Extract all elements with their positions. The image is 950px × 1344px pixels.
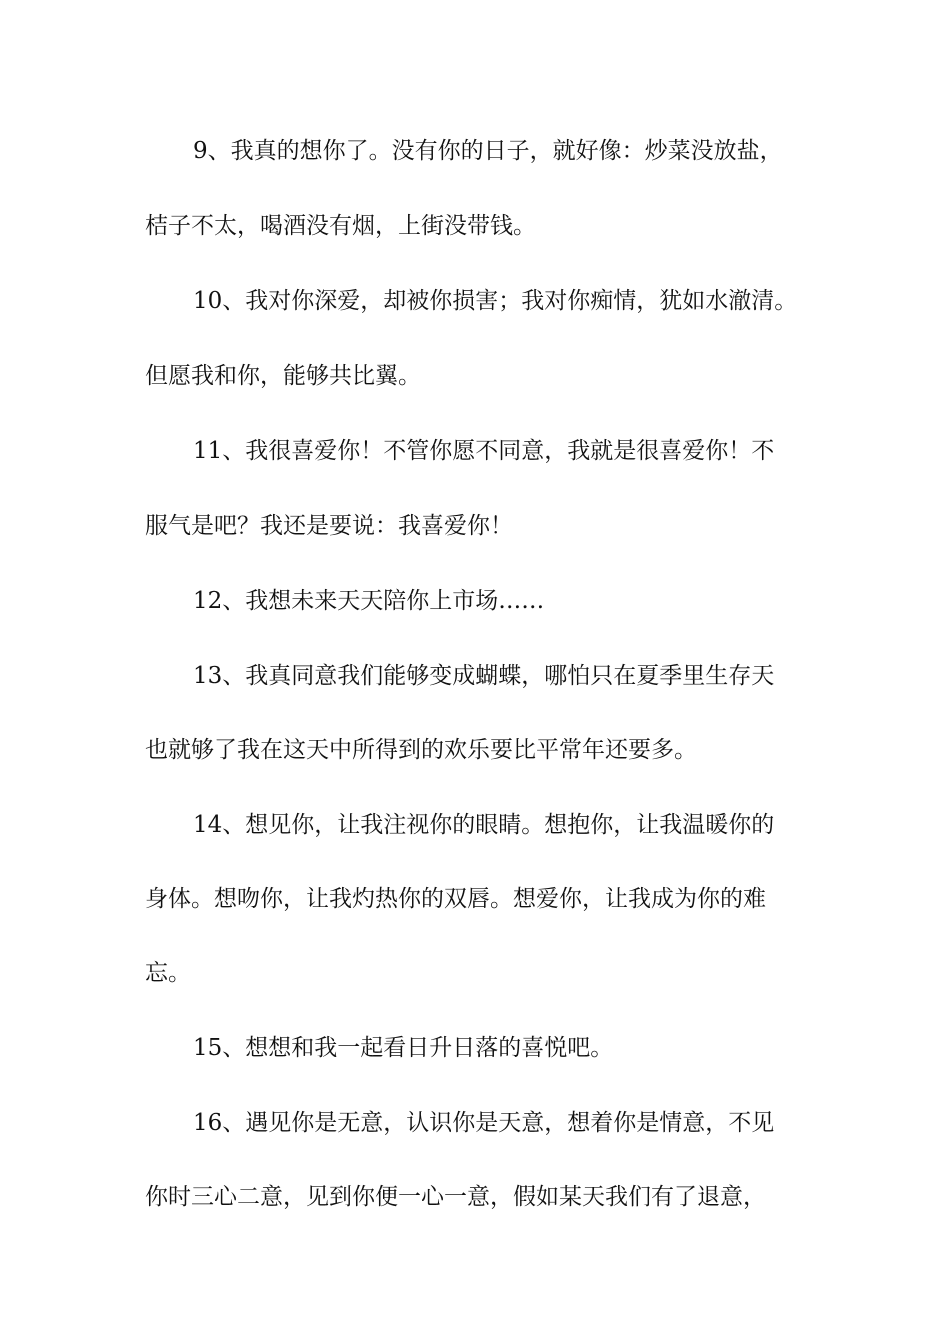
paragraph-9-line-2: 桔子不太，喝酒没有烟，上街没带钱。 [145,213,536,239]
paragraph-10-line-1: 10、我对你深爱，却被你损害；我对你痴情，犹如水澈清。 [193,288,798,314]
paragraph-13-line-1: 13、我真同意我们能够变成蝴蝶，哪怕只在夏季里生存天 [193,663,775,689]
paragraph-14-line-1: 14、想见你，让我注视你的眼睛。想抱你，让我温暖你的 [193,812,775,838]
paragraph-12-line-1: 12、我想未来天天陪你上市场…… [193,588,545,614]
paragraph-14-line-3: 忘。 [145,960,191,986]
paragraph-9-line-1: 9、我真的想你了。没有你的日子，就好像：炒菜没放盐， [193,138,783,164]
paragraph-16-line-1: 16、遇见你是无意，认识你是天意，想着你是情意，不见 [193,1110,775,1136]
paragraph-11-line-1: 11、我很喜爱你！不管你愿不同意，我就是很喜爱你！不 [193,438,775,464]
paragraph-13-line-2: 也就够了我在这天中所得到的欢乐要比平常年还要多。 [145,737,697,763]
paragraph-14-line-2: 身体。想吻你，让我灼热你的双唇。想爱你，让我成为你的难 [145,886,766,912]
paragraph-15-line-1: 15、想想和我一起看日升日落的喜悦吧。 [193,1035,614,1061]
paragraph-16-line-2: 你时三心二意，见到你便一心一意，假如某天我们有了退意， [145,1184,766,1210]
paragraph-11-line-2: 服气是吧？我还是要说：我喜爱你！ [145,513,513,539]
paragraph-10-line-2: 但愿我和你，能够共比翼。 [145,363,421,389]
